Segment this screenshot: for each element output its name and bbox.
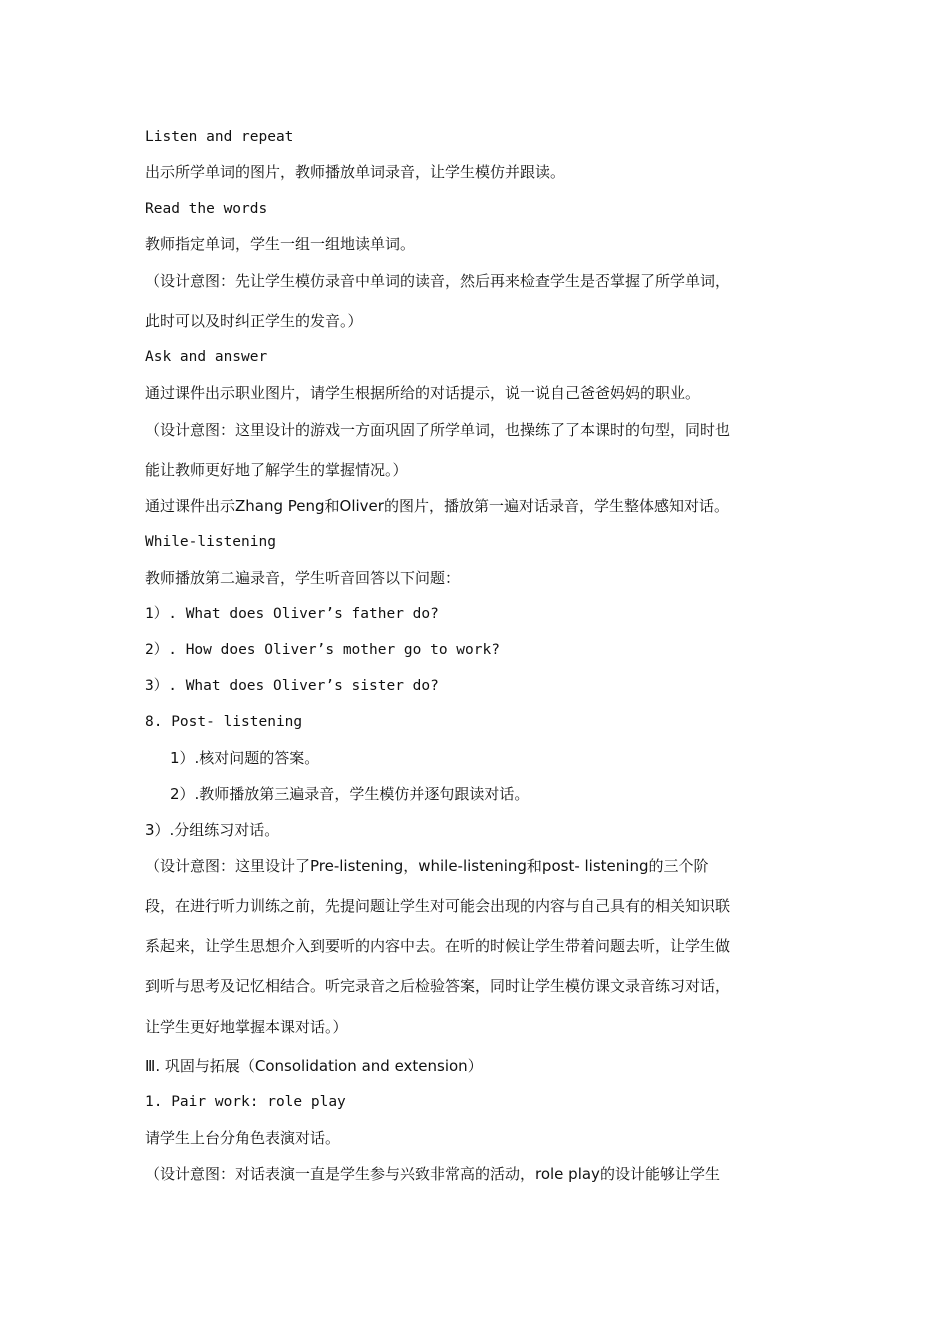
paragraph-line: 出示所学单词的图片，教师播放单词录音，让学生模仿并跟读。 — [145, 163, 566, 181]
paragraph-line: 通过课件出示职业图片，请学生根据所给的对话提示，说一说自己爸爸妈妈的职业。 — [145, 384, 701, 402]
section-heading-consolidation: Ⅲ. 巩固与拓展（Consolidation and extension） — [145, 1057, 483, 1075]
paragraph-line: 教师播放第二遍录音，学生听音回答以下问题： — [145, 569, 461, 587]
paragraph-line: 通过课件出示Zhang Peng和Oliver的图片，播放第一遍对话录音，学生整体感知对话。 — [145, 497, 729, 515]
heading-read-the-words: Read the words — [145, 201, 268, 217]
list-item: 3）.分组练习对话。 — [145, 821, 280, 839]
question-item: 2）. How does Oliver’s mother go to work? — [145, 642, 500, 658]
design-intent-line: 能让教师更好地了解学生的掌握情况。） — [145, 461, 408, 479]
design-intent-line: 系起来，让学生思想介入到要听的内容中去。在听的时候让学生带着问题去听，让学生做 — [145, 937, 731, 955]
design-intent-line: 让学生更好地掌握本课对话。） — [145, 1018, 348, 1036]
heading-post-listening: 8. Post- listening — [145, 714, 303, 730]
heading-pair-work: 1. Pair work: role play — [145, 1094, 346, 1110]
design-intent-line: （设计意图：这里设计了Pre-listening，while-listening和post- listening的三个阶 — [145, 857, 709, 875]
heading-listen-and-repeat: Listen and repeat — [145, 129, 294, 145]
list-item: 1）.核对问题的答案。 — [170, 749, 320, 767]
design-intent-line: 段，在进行听力训练之前，先提问题让学生对可能会出现的内容与自己具有的相关知识联 — [145, 897, 731, 915]
paragraph-line: 请学生上台分角色表演对话。 — [145, 1129, 341, 1147]
design-intent-line: （设计意图：对话表演一直是学生参与兴致非常高的活动，role play的设计能够让学生 — [145, 1165, 720, 1183]
paragraph-line: 教师指定单词，学生一组一组地读单词。 — [145, 235, 416, 253]
question-item: 1）. What does Oliver’s father do? — [145, 606, 439, 622]
heading-ask-and-answer: Ask and answer — [145, 349, 268, 365]
list-item: 2）.教师播放第三遍录音，学生模仿并逐句跟读对话。 — [170, 785, 530, 803]
design-intent-line: （设计意图：这里设计的游戏一方面巩固了所学单词，也操练了了本课时的句型，同时也 — [145, 421, 731, 439]
design-intent-line: 此时可以及时纠正学生的发音。） — [145, 312, 363, 330]
design-intent-line: 到听与思考及记忆相结合。听完录音之后检验答案，同时让学生模仿课文录音练习对话， — [145, 977, 731, 995]
heading-while-listening: While-listening — [145, 534, 276, 550]
question-item: 3）. What does Oliver’s sister do? — [145, 678, 439, 694]
design-intent-line: （设计意图：先让学生模仿录音中单词的读音，然后再来检查学生是否掌握了所学单词， — [145, 272, 731, 290]
